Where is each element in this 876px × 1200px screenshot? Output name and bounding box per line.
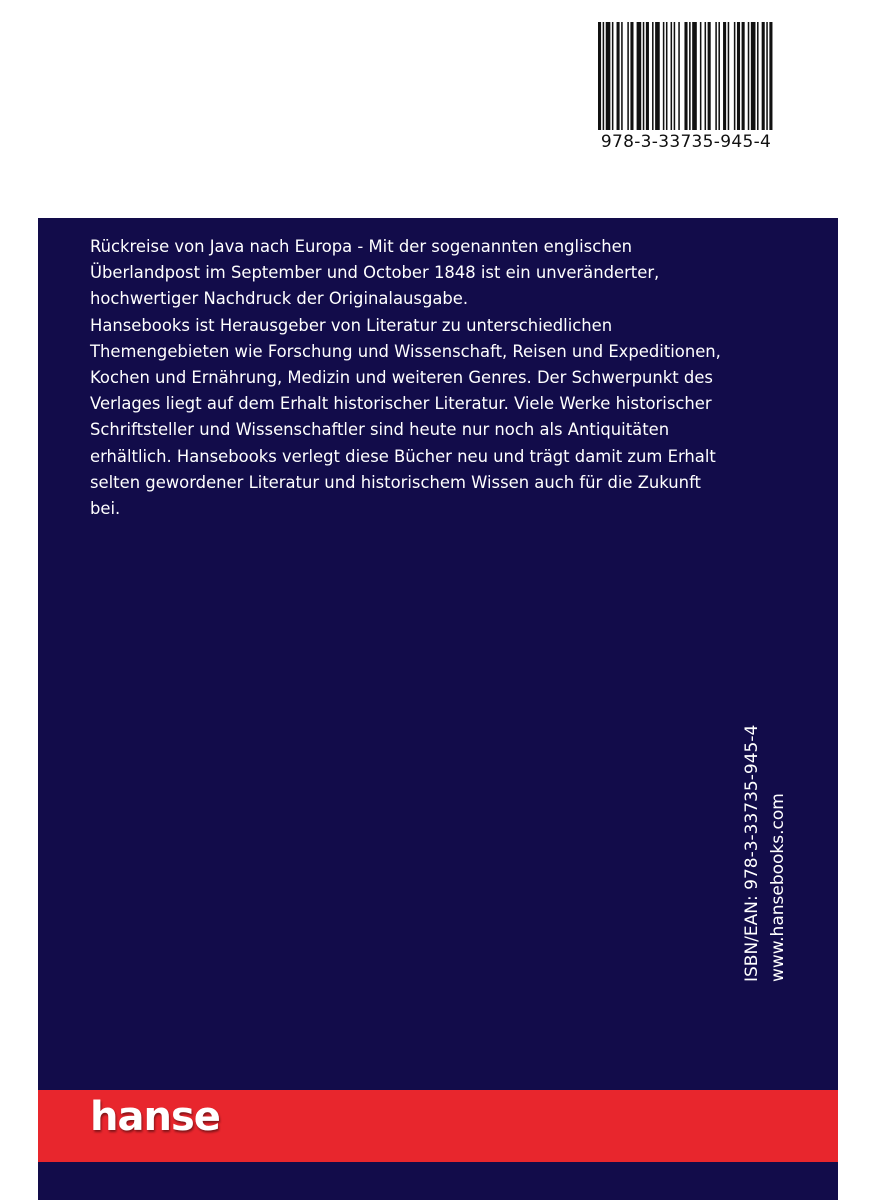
barcode-bar xyxy=(689,22,691,130)
barcode-bar xyxy=(728,22,730,130)
barcode-bar xyxy=(621,22,623,130)
vertical-info xyxy=(738,698,798,982)
barcode-bar xyxy=(762,22,765,130)
barcode-bar xyxy=(663,22,665,130)
barcode-bar xyxy=(751,22,756,130)
barcode-bar xyxy=(637,22,642,130)
description-paragraph-publisher: Hansebooks ist Herausgeber von Literatur zu unterschiedlichen Themengebieten wie Forschung und Wissenschaft, Reisen und Expeditionen, Kochen und Ernährung, Medizin und weiteren Genres. Der Schwerpunkt des Verlages liegt auf dem Erhalt historischer Literatur. Viele Werke historischer Schriftsteller und Wissenschaftler sind heute nur noch als Antiquitäten erhältlich. Hansebooks verlegt diese Bücher neu und trägt damit zum Erhalt selten gewordener Literatur und historischem Wissen auch für die Zukunft bei. xyxy=(90,315,721,519)
back-cover-panel xyxy=(38,218,838,1200)
barcode-bar xyxy=(769,22,772,130)
barcode-bar xyxy=(671,22,673,130)
brand-bar xyxy=(38,1090,838,1162)
barcode-bar xyxy=(766,22,768,130)
barcode-bar xyxy=(718,22,720,130)
barcode-bar xyxy=(617,22,620,130)
hanse-logo: hanse xyxy=(90,1094,220,1140)
barcode-bar xyxy=(723,22,726,130)
barcode-bar xyxy=(692,22,697,130)
barcode-bar xyxy=(603,22,605,130)
barcode-icon xyxy=(598,22,774,130)
barcode-bar xyxy=(666,22,668,130)
barcode-bar xyxy=(700,22,702,130)
barcode-bar xyxy=(715,22,717,130)
barcode-bar xyxy=(737,22,740,130)
barcode-bar xyxy=(748,22,750,130)
isbn-text: ISBN/EAN: 978-3-33735-945-4 xyxy=(742,724,762,982)
barcode-bar xyxy=(742,22,745,130)
barcode-bar xyxy=(598,22,601,130)
barcode-bar xyxy=(627,22,629,130)
barcode-bar xyxy=(674,22,676,130)
barcode-bar xyxy=(646,22,649,130)
barcode xyxy=(596,22,776,152)
website-text: www.hansebooks.com xyxy=(768,793,788,982)
barcode-bar xyxy=(612,22,614,130)
book-description xyxy=(90,234,810,522)
barcode-bar xyxy=(606,22,611,130)
description-paragraph-title: Rückreise von Java nach Europa - Mit der sogenannten englischen Überlandpost im September und October 1848 ist ein unveränderter, hochwertiger Nachdruck der Originalausgabe. xyxy=(90,237,660,309)
barcode-bar xyxy=(757,22,759,130)
barcode-bar xyxy=(705,22,707,130)
barcode-bar xyxy=(678,22,680,130)
barcode-bar xyxy=(655,22,660,130)
barcode-bar xyxy=(630,22,633,130)
barcode-number: 978-3-33735-945-4 xyxy=(600,132,772,152)
barcode-bar xyxy=(652,22,654,130)
barcode-bar xyxy=(684,22,687,130)
barcode-bar xyxy=(708,22,711,130)
barcode-bar xyxy=(734,22,736,130)
barcode-bar xyxy=(643,22,645,130)
